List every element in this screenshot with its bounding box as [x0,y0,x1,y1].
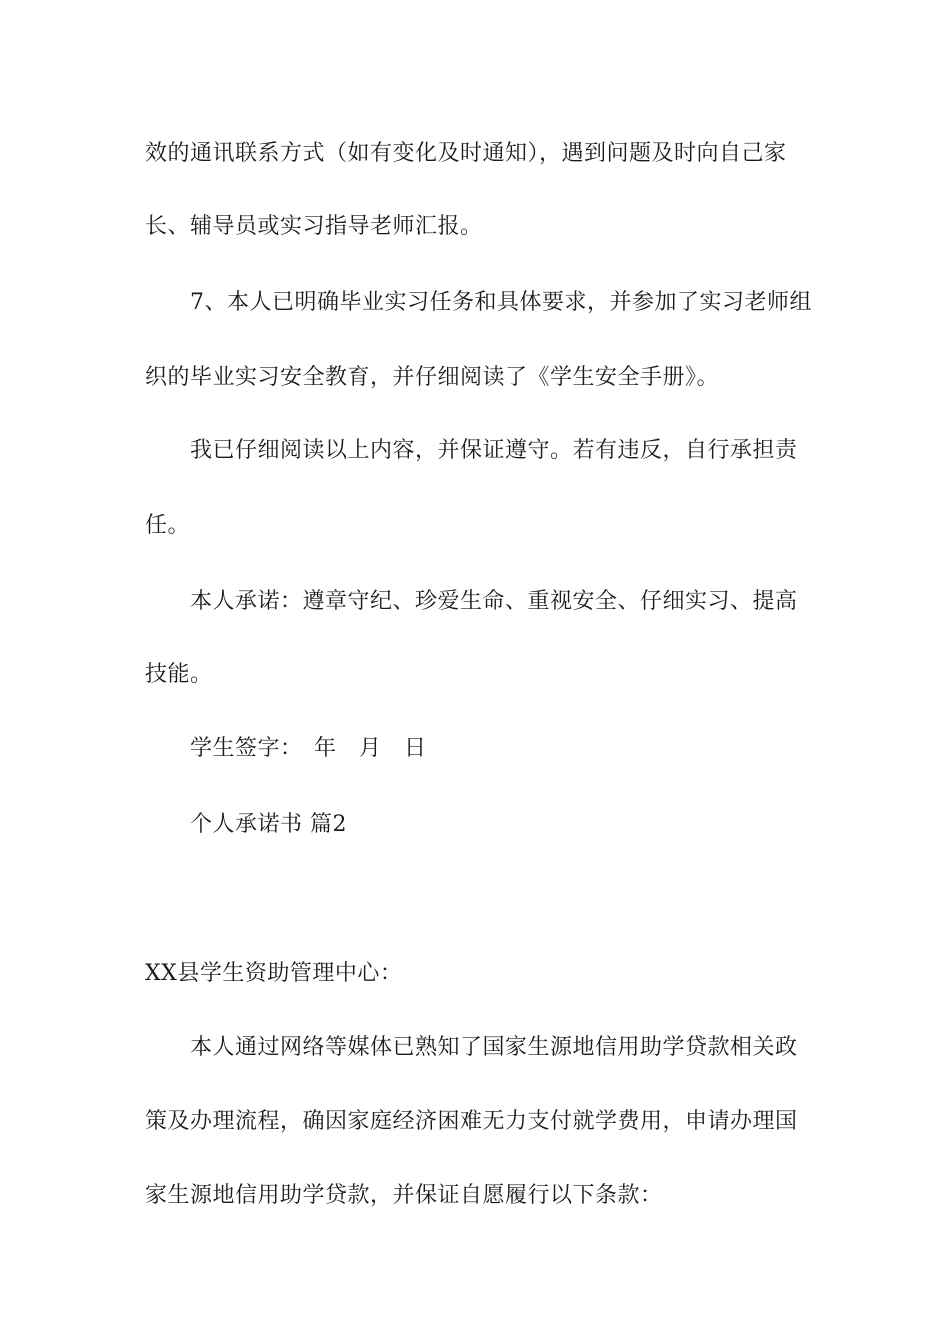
text-line: 技能。 [145,662,213,687]
section-heading: 个人承诺书 篇2 [190,812,347,837]
addressee: XX县学生资助管理中心： [145,961,403,986]
text-line: 本人通过网络等媒体已熟知了国家生源地信用助学贷款相关政 [190,1035,798,1060]
text-line: 长、辅导员或实习指导老师汇报。 [145,214,483,239]
text-line: 我已仔细阅读以上内容，并保证遵守。若有违反，自行承担责 [190,438,798,463]
text-line: 7、本人已明确毕业实习任务和具体要求，并参加了实习老师组 [190,290,812,315]
text-line: 本人承诺：遵章守纪、珍爱生命、重视安全、仔细实习、提高 [190,589,798,614]
text-line: 家生源地信用助学贷款，并保证自愿履行以下条款： [145,1183,663,1208]
text-line: 织的毕业实习安全教育，并仔细阅读了《学生安全手册》。 [145,365,720,390]
text-line: 效的通讯联系方式（如有变化及时通知），遇到问题及时向自己家 [145,141,787,166]
text-line: 策及办理流程，确因家庭经济困难无力支付就学费用，申请办理国 [145,1109,798,1134]
signature-line: 学生签字： 年 月 日 [190,736,427,761]
text-line: 任。 [145,513,191,538]
